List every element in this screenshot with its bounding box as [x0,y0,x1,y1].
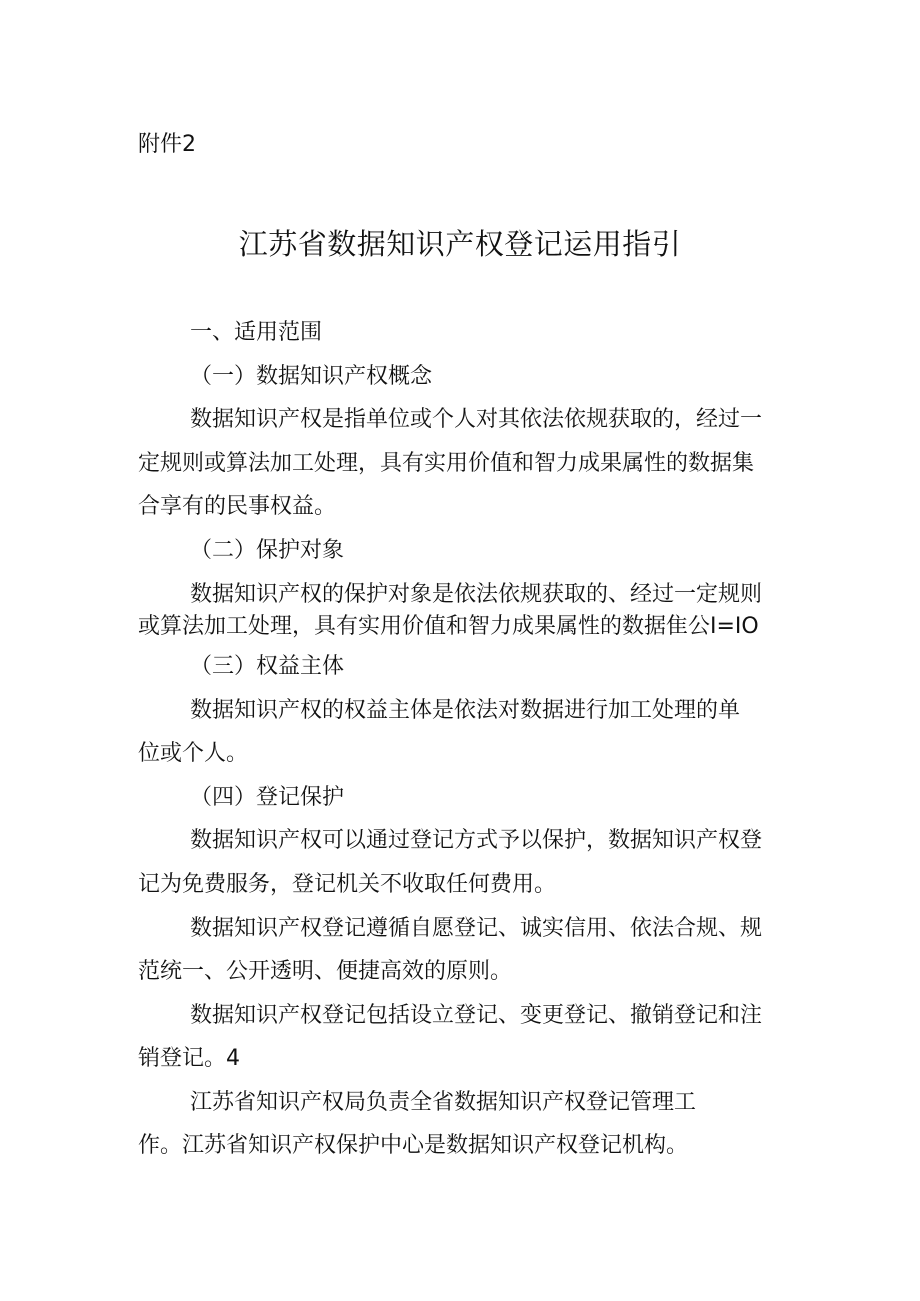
section-heading-scope: 一、适用范围 [190,320,323,345]
subsection-heading-registration: （四）登记保护 [190,785,345,810]
paragraph-line: 数据知识产权登记遵循自愿登记、诚实信用、依法合规、规 [190,916,763,941]
paragraph-line: 或算法加工处理，具有实用价值和智力成果属性的数据隹公I=IO [138,614,759,639]
paragraph-line: 数据知识产权可以通过登记方式予以保护，数据知识产权登 [190,828,763,853]
subsection-heading-concept: （一）数据知识产权概念 [190,364,433,389]
paragraph-line: 记为免费服务，登记机关不收取任何费用。 [138,872,557,897]
paragraph-line: 数据知识产权的权益主体是依法对数据进行加工处理的单 [190,698,741,723]
paragraph-line: 数据知识产权的保护对象是依法依规获取的、经过一定规则 [190,582,763,607]
paragraph-line: 江苏省知识产权局负责全省数据知识产权登记管理工 [190,1090,697,1115]
paragraph-line: 作。江苏省知识产权保护中心是数据知识产权登记机构。 [138,1133,689,1158]
paragraph-line: 位或个人。 [138,741,249,766]
paragraph-line: 合享有的民事权益。 [138,494,337,519]
document-title: 江苏省数据知识产权登记运用指引 [238,227,682,261]
paragraph-line: 数据知识产权登记包括设立登记、变更登记、撤销登记和注 [190,1003,763,1028]
annex-label: 附件2 [138,132,196,157]
paragraph-line: 范统一、公开透明、便捷高效的原则。 [138,959,513,984]
subsection-heading-object: （二）保护对象 [190,538,345,563]
paragraph-line: 销登记。4 [138,1046,240,1071]
subsection-heading-subject: （三）权益主体 [190,654,345,679]
paragraph-line: 定规则或算法加工处理，具有实用价值和智力成果属性的数据集 [138,451,755,476]
paragraph-line: 数据知识产权是指单位或个人对其依法依规获取的，经过一 [190,407,763,432]
